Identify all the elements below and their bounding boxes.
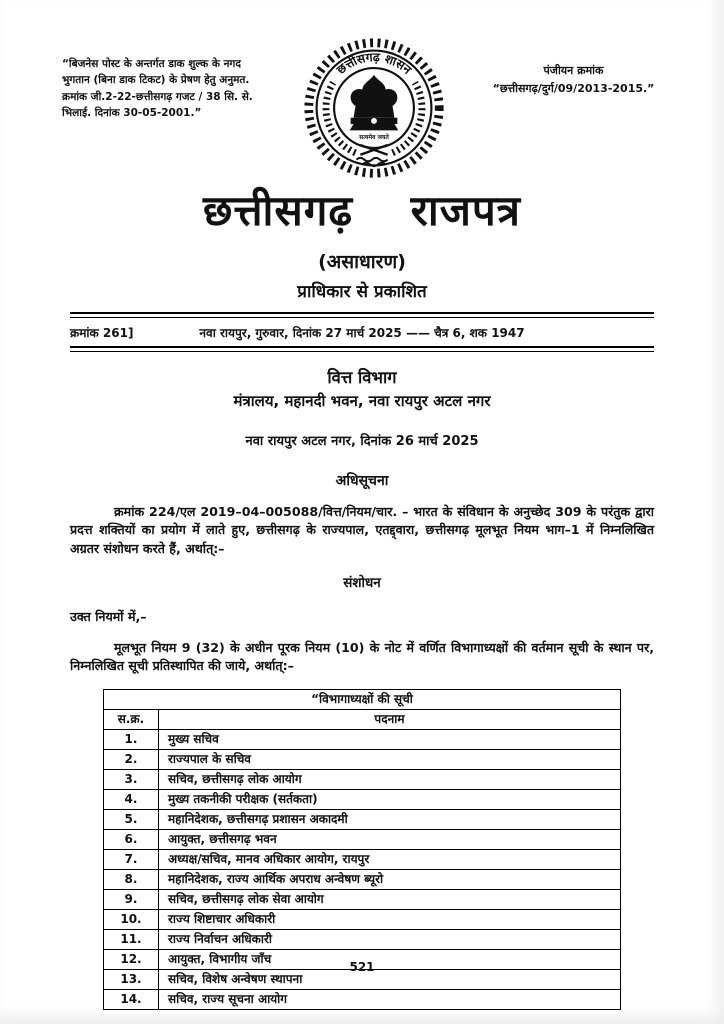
notice-body	[0, 365, 724, 1010]
table-row	[104, 789, 621, 809]
notification-paragraph: क्रमांक 224/एल 2019–04–005088/वित्त/नियम/चार. – भारत के संविधान के अनुच्छेद 309 के परंतुक द्वारा प्रदत्त शक्तियों का प्रयोग में लाते हुए, छत्तीसगढ़ के राज्यपाल, एतद्द्वारा, छत्तीसगढ़ मूलभूत नियम भाग–1 में निम्नलिखित अग्रतर संशोधन करते हैं, अर्थात्:–	[70, 504, 654, 556]
row-post: सचिव, राज्य सूचना आयोग	[159, 989, 621, 1009]
emblem-top-text: छत्तीसगढ़ शासन	[334, 50, 415, 77]
amendment-paragraph: मूलभूत नियम 9 (32) के अधीन पूरक नियम (10) के नोट में वर्णित विभागाध्यक्षों की वर्तमान सूची के स्थान पर, निम्नलिखित सूची प्रतिस्थापित की जाये, अर्थात्:–	[70, 640, 654, 674]
place-date-line: नवा रायपुर अटल नगर, दिनांक 26 मार्च 2025	[245, 434, 479, 450]
table-row	[104, 889, 621, 909]
publication-line: प्राधिकार से प्रकाशित	[297, 282, 427, 303]
row-sno: 3.	[104, 769, 159, 789]
state-emblem	[277, 34, 471, 182]
registration-block	[471, 62, 676, 97]
registration-label: पंजीयन क्रमांक	[543, 64, 604, 77]
row-sno: 11.	[104, 929, 159, 949]
registration-number: “छत्तीसगढ़/दुर्ग/09/2013-2015.”	[492, 81, 655, 95]
amendment-heading: संशोधन	[343, 574, 381, 591]
row-post: सचिव, छत्तीसगढ़ लोक आयोग	[159, 769, 621, 789]
row-sno: 13.	[104, 969, 159, 989]
row-sno: 7.	[104, 849, 159, 869]
department-address: मंत्रालय, महानदी भवन, नवा रायपुर अटल नगर	[233, 392, 491, 411]
table-row	[104, 809, 621, 829]
emblem-motto: सत्यमेव जयते	[359, 134, 389, 142]
row-post: राज्य निर्वाचन अधिकारी	[159, 929, 621, 949]
department-name: वित्त विभाग	[327, 368, 397, 388]
row-sno: 1.	[104, 729, 159, 749]
issue-number: क्रमांक 261]	[70, 326, 134, 341]
row-post: महानिदेशक, छत्तीसगढ़ प्रशासन अकादमी	[159, 809, 621, 829]
row-post: मुख्य सचिव	[159, 729, 621, 749]
table-row	[104, 729, 621, 749]
row-post: राज्य शिष्टाचार अधिकारी	[159, 909, 621, 929]
row-post: राज्यपाल के सचिव	[159, 749, 621, 769]
notification-heading: अधिसूचना	[335, 473, 389, 490]
row-post: मुख्य तकनीकी परीक्षक (सर्तकता)	[159, 789, 621, 809]
page-header	[0, 0, 724, 182]
table-header-row	[104, 709, 621, 729]
row-sno: 10.	[104, 909, 159, 929]
crossed-decoration-icon	[360, 145, 387, 155]
row-sno: 6.	[104, 829, 159, 849]
chakra-icon	[371, 118, 377, 124]
row-post: अध्यक्ष/सचिव, मानव अधिकार आयोग, रायपुर	[159, 849, 621, 869]
postal-permission-note: “बिजनेस पोस्ट के अन्तर्गत डाक शुल्क के नगद भुगतान (बिना डाक टिकट) के प्रेषण हेतु अनुमत. क्रमांक जी.2-22-छत्तीसगढ़ गजट / 38 सि. से. भिलाई. दिनांक 30-05-2001.”	[62, 58, 253, 119]
row-post: आयुक्त, विभागीय जाँच	[159, 949, 621, 969]
table-row	[104, 749, 621, 769]
gazette-subtitle: (असाधारण)	[318, 251, 406, 274]
table-row	[104, 869, 621, 889]
row-sno: 14.	[104, 989, 159, 1009]
row-post: सचिव, विशेष अन्वेषण स्थापना	[159, 969, 621, 989]
table-row	[104, 929, 621, 949]
column-header-post: पदनाम	[159, 709, 621, 729]
column-header-sno: स.क्र.	[104, 709, 159, 729]
table-row	[104, 849, 621, 869]
table-row	[104, 769, 621, 789]
page-number: 521	[349, 960, 375, 974]
row-post: आयुक्त, छत्तीसगढ़ भवन	[159, 829, 621, 849]
bottom-rule	[70, 346, 654, 352]
chhattisgarh-emblem-icon	[301, 34, 447, 182]
row-sno: 9.	[104, 889, 159, 909]
table-title-row	[104, 689, 621, 709]
dateline-text: नवा रायपुर, गुरुवार, दिनांक 27 मार्च 2025 —— चैत्र 6, शक 1947	[199, 326, 525, 341]
table-row	[104, 829, 621, 849]
wave-line-icon	[356, 158, 387, 161]
table-title: “विभागाध्यक्षों की सूची	[104, 689, 621, 709]
row-sno: 2.	[104, 749, 159, 769]
dateline-band	[70, 312, 654, 352]
row-sno: 12.	[104, 949, 159, 969]
amendment-intro: उक्त नियमों में,–	[70, 608, 147, 624]
masthead	[0, 188, 724, 302]
row-sno: 8.	[104, 869, 159, 889]
row-sno: 4.	[104, 789, 159, 809]
table-row	[104, 989, 621, 1009]
row-sno: 5.	[104, 809, 159, 829]
gazette-title: छत्तीसगढ़ राजपत्र	[203, 186, 521, 235]
row-post: महानिदेशक, राज्य आर्थिक अपराध अन्वेषण ब्यूरो	[159, 869, 621, 889]
row-post: सचिव, छत्तीसगढ़ लोक सेवा आयोग	[159, 889, 621, 909]
svg-text:छत्तीसगढ़ शासन	[333, 50, 415, 78]
table-row	[104, 909, 621, 929]
